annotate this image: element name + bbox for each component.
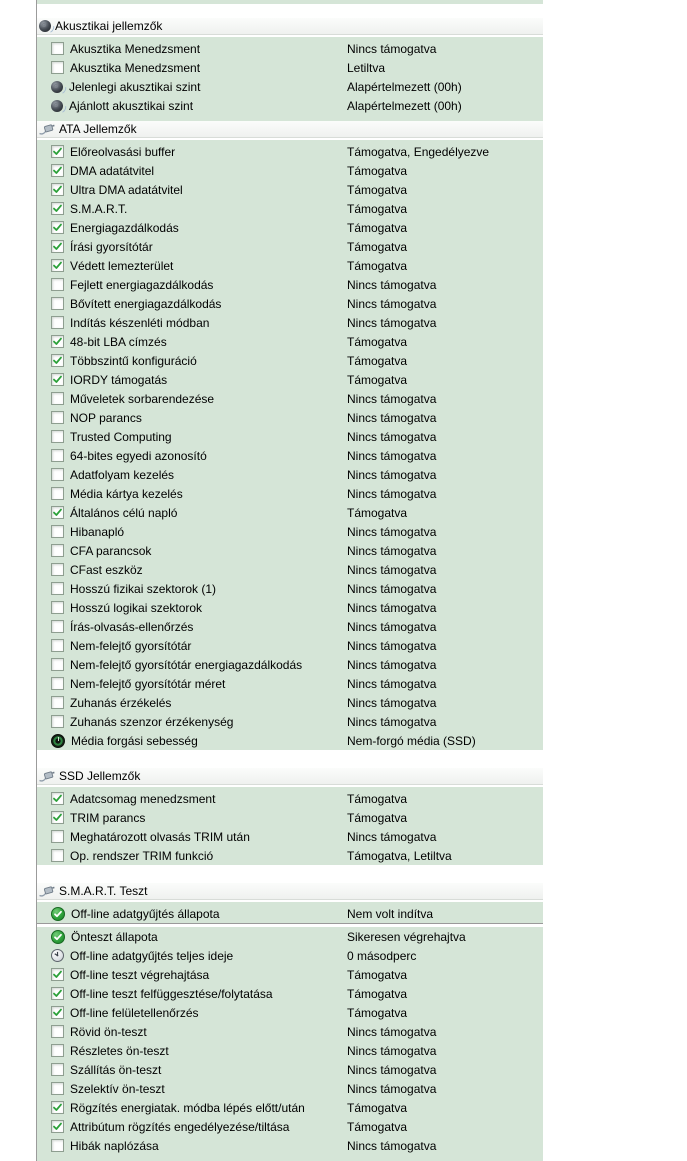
checkbox-unchecked-icon [51,297,64,310]
section-gap [37,865,543,883]
feature-label: Jelenlegi akusztikai szint [69,79,201,94]
feature-value: Nincs támogatva [347,619,437,634]
feature-row[interactable] [37,446,543,465]
feature-row[interactable] [37,846,543,865]
checkbox-checked-icon [51,1120,64,1133]
section-title: ATA Jellemzők [59,122,137,136]
feature-label: Média forgási sebesség [71,733,198,748]
feature-row[interactable] [37,984,543,1003]
feature-value: Nincs támogatva [347,296,437,311]
checkbox-unchecked-icon [51,278,64,291]
feature-row[interactable] [37,1003,543,1022]
checkbox-unchecked-icon [51,639,64,652]
checkbox-unchecked-icon [51,544,64,557]
feature-value: Nem-forgó média (SSD) [347,733,476,748]
feature-row[interactable] [37,1079,543,1098]
feature-value: Támogatva [347,505,408,520]
section-header-smart [37,883,543,900]
feature-row[interactable] [37,351,543,370]
feature-value: Nincs támogatva [347,581,437,596]
checkbox-checked-icon [51,145,64,158]
checkbox-checked-icon [51,335,64,348]
feature-row[interactable] [37,1022,543,1041]
feature-label: Ajánlott akusztikai szint [69,98,194,113]
feature-value: Nincs támogatva [347,714,437,729]
checkbox-checked-icon [51,259,64,272]
checkbox-unchecked-icon [51,677,64,690]
section-title: Akusztikai jellemzők [55,19,163,33]
feature-row[interactable] [37,522,543,541]
feature-row[interactable] [37,617,543,636]
feature-label: Off-line teszt végrehajtása [70,967,210,982]
feature-value: Nincs támogatva [347,543,437,558]
feature-value: Nincs támogatva [347,486,437,501]
feature-label: Attribútum rögzítés engedélyezése/tiltása [70,1119,290,1134]
report-panel [37,0,543,1161]
feature-value: Nincs támogatva [347,1024,437,1039]
feature-value: Nincs támogatva [347,1043,437,1058]
feature-row[interactable] [37,180,543,199]
checkbox-unchecked-icon [51,563,64,576]
checkbox-checked-icon [51,221,64,234]
feature-label: Műveletek sorbarendezése [70,391,215,406]
feature-value: Nincs támogatva [347,391,437,406]
feature-value: Nincs támogatva [347,638,437,653]
feature-label: Írási gyorsítótár [70,239,153,254]
feature-row[interactable] [37,904,543,923]
connector-icon [39,770,55,782]
checkbox-unchecked-icon [51,1082,64,1095]
section-gap [37,750,543,768]
section-rows-acoustic [37,37,543,121]
checkbox-unchecked-icon [51,1025,64,1038]
feature-value: Támogatva [347,986,408,1001]
feature-value: Támogatva [347,1005,408,1020]
checkbox-checked-icon [51,968,64,981]
checkbox-unchecked-icon [51,525,64,538]
checkbox-unchecked-icon [51,658,64,671]
status-ok-icon [51,907,65,921]
feature-label: 48-bit LBA címzés [70,334,167,349]
checkbox-unchecked-icon [51,487,64,500]
feature-value: Nincs támogatva [347,467,437,482]
feature-value: Nincs támogatva [347,524,437,539]
section-rows-ssd [37,787,543,865]
checkbox-unchecked-icon [51,61,64,74]
feature-row[interactable] [37,503,543,522]
feature-row[interactable] [37,541,543,560]
feature-value: Támogatva, Engedélyezve [347,144,490,159]
section-header-acoustic [37,18,543,35]
feature-label: Nem-felejtő gyorsítótár energiagazdálkodás [70,657,303,672]
checkbox-unchecked-icon [51,449,64,462]
feature-label: Off-line adatgyűjtés állapota [71,906,220,921]
feature-row[interactable] [37,77,543,96]
feature-value: Nincs támogatva [347,1138,437,1153]
feature-value: Nincs támogatva [347,600,437,615]
feature-row[interactable] [37,579,543,598]
connector-icon [39,123,55,135]
feature-value: Nincs támogatva [347,429,437,444]
feature-row[interactable] [37,1117,543,1136]
feature-label: TRIM parancs [70,810,146,825]
feature-row[interactable] [37,96,543,115]
checkbox-checked-icon [51,792,64,805]
feature-label: Nem-felejtő gyorsítótár [70,638,192,653]
feature-value: Támogatva [347,353,408,368]
feature-row[interactable] [37,389,543,408]
feature-row[interactable] [37,1098,543,1117]
checkbox-checked-icon [51,506,64,519]
feature-row[interactable] [37,1060,543,1079]
feature-value: Támogatva [347,201,408,216]
feature-label: IORDY támogatás [70,372,168,387]
checkbox-checked-icon [51,164,64,177]
checkbox-checked-icon [51,811,64,824]
feature-row[interactable] [37,598,543,617]
feature-value: Támogatva [347,810,408,825]
checkbox-unchecked-icon [51,42,64,55]
feature-value: Támogatva [347,334,408,349]
feature-label: CFA parancsok [70,543,152,558]
clock-icon [51,949,64,962]
feature-row[interactable] [37,427,543,446]
feature-label: Többszintű konfiguráció [70,353,197,368]
section-title: SSD Jellemzők [59,769,141,783]
checkbox-unchecked-icon [51,620,64,633]
checkbox-checked-icon [51,354,64,367]
speaker-icon [39,20,51,32]
feature-row[interactable] [37,484,543,503]
connector-icon [39,885,55,897]
feature-row[interactable] [37,370,543,389]
feature-label: Adatcsomag menedzsment [70,791,216,806]
feature-row[interactable] [37,294,543,313]
feature-value: Nem volt indítva [347,906,434,921]
feature-label: Hosszú fizikai szektorok (1) [70,581,217,596]
feature-label: Off-line felületellenőrzés [70,1005,199,1020]
feature-value: Támogatva [347,967,408,982]
feature-label: Energiagazdálkodás [70,220,179,235]
feature-row[interactable] [37,636,543,655]
media-rotation-icon [51,734,65,748]
feature-row[interactable] [37,674,543,693]
speaker-icon [51,81,63,93]
feature-value: Nincs támogatva [347,410,437,425]
status-ok-icon [51,930,65,944]
feature-value: 0 másodperc [347,948,417,963]
feature-value: Támogatva [347,239,408,254]
feature-value: Nincs támogatva [347,829,437,844]
feature-label: 64-bites egyedi azonosító [70,448,207,463]
feature-label: Trusted Computing [70,429,172,444]
feature-value: Támogatva [347,258,408,273]
feature-value: Alapértelmezett (00h) [347,98,462,113]
feature-row[interactable] [37,465,543,484]
feature-label: Op. rendszer TRIM funkció [70,848,214,863]
checkbox-unchecked-icon [51,468,64,481]
feature-label: Szelektív ön-teszt [70,1081,165,1096]
feature-label: Önteszt állapota [71,929,158,944]
feature-label: Adatfolyam kezelés [70,467,175,482]
feature-row[interactable] [37,808,543,827]
speaker-icon [51,100,63,112]
feature-value: Támogatva [347,372,408,387]
checkbox-unchecked-icon [51,582,64,595]
checkbox-checked-icon [51,183,64,196]
feature-row[interactable] [37,237,543,256]
feature-label: Írás-olvasás-ellenőrzés [70,619,194,634]
checkbox-unchecked-icon [51,1063,64,1076]
feature-row[interactable] [37,946,543,965]
feature-row[interactable] [37,332,543,351]
feature-row[interactable] [37,827,543,846]
feature-row[interactable] [37,142,543,161]
feature-label: Rövid ön-teszt [70,1024,147,1039]
feature-label: Meghatározott olvasás TRIM után [70,829,250,844]
feature-row[interactable] [37,408,543,427]
checkbox-unchecked-icon [51,430,64,443]
feature-value: Nincs támogatva [347,277,437,292]
feature-value: Támogatva [347,182,408,197]
feature-row[interactable] [37,161,543,180]
feature-value: Nincs támogatva [347,1081,437,1096]
feature-label: NOP parancs [70,410,142,425]
feature-label: Bővített energiagazdálkodás [70,296,222,311]
feature-label: Off-line teszt felfüggesztése/folytatása [70,986,273,1001]
feature-value: Alapértelmezett (00h) [347,79,462,94]
feature-label: Hibanapló [70,524,125,539]
checkbox-unchecked-icon [51,392,64,405]
section-header-ssd [37,768,543,785]
checkbox-unchecked-icon [51,849,64,862]
feature-row[interactable] [37,965,543,984]
feature-row[interactable] [37,313,543,332]
feature-value: Támogatva [347,791,408,806]
feature-value: Támogatva [347,1100,408,1115]
feature-row[interactable] [37,655,543,674]
feature-value: Támogatva, Letiltva [347,848,452,863]
section-header-ata [37,121,543,138]
feature-label: CFast eszköz [70,562,143,577]
checkbox-unchecked-icon [51,316,64,329]
feature-row[interactable] [37,1136,543,1155]
feature-row[interactable] [37,218,543,237]
feature-value: Nincs támogatva [347,562,437,577]
feature-label: Részletes ön-teszt [70,1043,169,1058]
feature-label: Zuhanás szenzor érzékenység [70,714,234,729]
feature-label: Szállítás ön-teszt [70,1062,162,1077]
feature-value: Letiltva [347,60,386,75]
feature-value: Támogatva [347,220,408,235]
feature-label: Általános célú napló [70,505,178,520]
feature-label: S.M.A.R.T. [70,201,128,216]
feature-row[interactable] [37,58,543,77]
feature-label: DMA adatátvitel [70,163,155,178]
feature-row[interactable] [37,39,543,58]
checkbox-unchecked-icon [51,696,64,709]
section-gap [37,4,543,18]
feature-value: Nincs támogatva [347,448,437,463]
feature-label: Hibák naplózása [70,1138,159,1153]
feature-label: Hosszú logikai szektorok [70,600,203,615]
checkbox-checked-icon [51,240,64,253]
checkbox-checked-icon [51,373,64,386]
checkbox-unchecked-icon [51,715,64,728]
feature-label: Off-line adatgyűjtés teljes ideje [70,948,234,963]
checkbox-unchecked-icon [51,411,64,424]
feature-label: Ultra DMA adatátvitel [70,182,183,197]
feature-value: Nincs támogatva [347,695,437,710]
feature-row[interactable] [37,712,543,731]
feature-value: Nincs támogatva [347,315,437,330]
checkbox-unchecked-icon [51,830,64,843]
feature-row[interactable] [37,693,543,712]
feature-label: Akusztika Menedzsment [70,41,201,56]
checkbox-unchecked-icon [51,601,64,614]
feature-row[interactable] [37,1041,543,1060]
feature-row[interactable] [37,789,543,808]
feature-value: Nincs támogatva [347,657,437,672]
feature-value: Sikeresen végrehajtva [347,929,466,944]
feature-row[interactable] [37,256,543,275]
section-rows-smart [37,902,543,1161]
checkbox-unchecked-icon [51,1139,64,1152]
feature-value: Nincs támogatva [347,41,437,56]
feature-label: Zuhanás érzékelés [70,695,172,710]
feature-label: Fejlett energiagazdálkodás [70,277,214,292]
feature-row[interactable] [37,275,543,294]
feature-value: Nincs támogatva [347,1062,437,1077]
feature-label: Média kártya kezelés [70,486,183,501]
checkbox-checked-icon [51,1101,64,1114]
feature-row[interactable] [37,199,543,218]
section-title: S.M.A.R.T. Teszt [59,884,148,898]
feature-label: Előreolvasási buffer [70,144,176,159]
feature-value: Támogatva [347,1119,408,1134]
checkbox-unchecked-icon [51,1044,64,1057]
feature-label: Nem-felejtő gyorsítótár méret [70,676,226,691]
feature-label: Indítás készenléti módban [70,315,210,330]
feature-value: Nincs támogatva [347,676,437,691]
feature-label: Rögzítés energiatak. módba lépés előtt/után [70,1100,305,1115]
feature-row[interactable] [37,927,543,946]
checkbox-checked-icon [51,202,64,215]
feature-label: Védett lemezterület [70,258,174,273]
feature-value: Támogatva [347,163,408,178]
feature-row[interactable] [37,731,543,750]
section-rows-ata [37,140,543,750]
feature-label: Akusztika Menedzsment [70,60,201,75]
checkbox-checked-icon [51,987,64,1000]
checkbox-checked-icon [51,1006,64,1019]
feature-row[interactable] [37,560,543,579]
